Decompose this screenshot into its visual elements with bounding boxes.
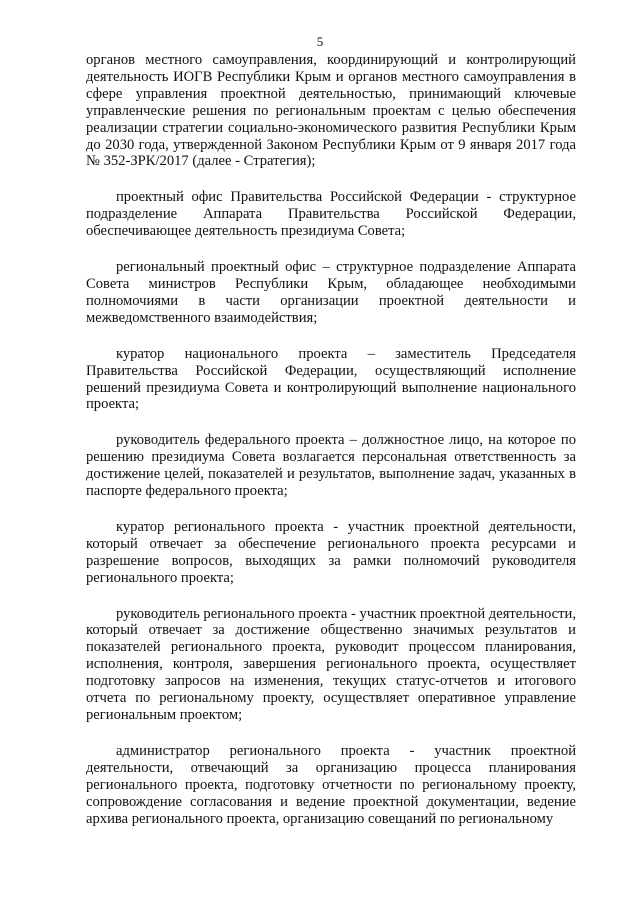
paragraph-regional-project-head: руководитель регионального проекта - участник проектной деятельности, который отвечает за достижение общественно значимых результатов и показателей регионального проекта, руководит процессом планирования, исполнения, контроля, завершения регионального проекта, осуществляет подготовку запросов на изменения, текущих статус-отчетов и итогового отчета по региональному проекту, осуществляет оперативное управление региональным проектом; (86, 605, 576, 723)
paragraph-regional-project-curator: куратор регионального проекта - участник проектной деятельности, который отвечает за обеспечение регионального проекта ресурсами и разрешение вопросов, выходящих за рамки полномочий руководителя регионального проекта; (86, 518, 576, 586)
paragraph-federal-project-head: руководитель федерального проекта – должностное лицо, на которое по решению президиума Совета возлагается персональная ответственность за достижение целей, показателей и результатов, выполнение задач, указанных в паспорте федерального проекта; (86, 432, 576, 500)
page-number: 5 (316, 34, 324, 49)
paragraph-regional-project-administrator: администратор регионального проекта - участник проектной деятельности, отвечающий за организацию процесса планирования регионального проекта, подготовку отчетности по региональному проекту, сопровождение согласования и ведение проектной документации, ведение архива регионального проекта, организацию совещаний по региональному (86, 742, 576, 827)
paragraph-government-project-office: проектный офис Правительства Российской Федерации - структурное подразделение Аппарата Правительства Российской Федерации, обеспечивающее деятельность президиума Совета; (86, 189, 576, 240)
paragraph-continuation: органов местного самоуправления, координирующий и контролирующий деятельность ИОГВ Республики Крым и органов местного самоуправления в сфере управления проектной деятельностью, принимающий ключевые управленческие решения по региональным проектам с целью обеспечения реализации стратегии социально-экономического развития Республики Крым до 2030 года, утвержденной Законом Республики Крым от 9 января 2017 года № 352-ЗРК/2017 (далее - Стратегия); (86, 52, 576, 170)
paragraph-national-project-curator: куратор национального проекта – заместитель Председателя Правительства Российской Федерации, осуществляющий исполнение решений президиума Совета и контролирующий выполнение национального проекта; (86, 345, 576, 413)
paragraph-regional-project-office: региональный проектный офис – структурное подразделение Аппарата Совета министров Республики Крым, обладающее необходимыми полномочиями в части организации проектной деятельности и межведомственного взаимодействия; (86, 259, 576, 326)
document-body (86, 52, 576, 846)
